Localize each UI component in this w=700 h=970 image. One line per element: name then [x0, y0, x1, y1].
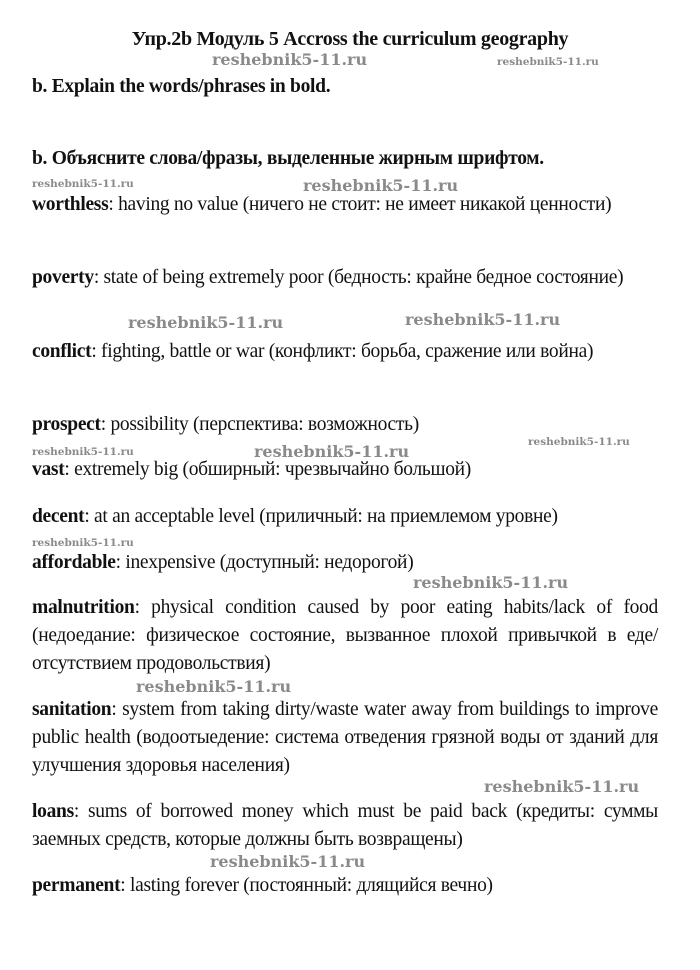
term: loans — [32, 801, 74, 822]
definition: : having no value (ничего не стоит: не имеет никакой ценности) — [108, 194, 612, 215]
watermark: reshebnik5-11.ru — [528, 436, 630, 448]
entry-conflict — [32, 338, 658, 366]
watermark: reshebnik5-11.ru — [254, 442, 410, 461]
definition: : system from taking dirty/waste water away from buildings to improve public health (водоотыедение: система отведения грязной воды от зданий для улучшения здоровья населения) — [32, 699, 658, 776]
definition: : state of being extremely poor (бедность: крайне бедное состояние) — [93, 267, 624, 288]
term: sanitation — [32, 699, 112, 720]
term: affordable — [32, 552, 116, 573]
watermark: reshebnik5-11.ru — [136, 677, 292, 696]
definition: : at an acceptable level (приличный: на приемлемом уровне) — [84, 506, 558, 527]
definition: : extremely big (обширный: чрезвычайно большой) — [64, 459, 471, 480]
term: poverty — [32, 267, 94, 288]
entry-prospect — [32, 411, 658, 439]
watermark: reshebnik5-11.ru — [405, 310, 561, 329]
term: permanent — [32, 875, 121, 896]
entry-worthless — [32, 191, 658, 219]
entry-sanitation — [32, 696, 658, 780]
term: decent — [32, 506, 85, 527]
term: malnutrition — [32, 597, 135, 618]
entry-malnutrition — [32, 594, 658, 678]
entry-poverty — [32, 264, 658, 292]
entry-decent — [32, 503, 658, 531]
watermark: reshebnik5-11.ru — [32, 446, 134, 458]
watermark: reshebnik5-11.ru — [32, 178, 134, 190]
watermark: reshebnik5-11.ru — [497, 56, 599, 68]
term: worthless — [32, 194, 109, 215]
heading-english: b. Explain the words/phrases in bold. — [32, 76, 331, 97]
watermark: reshebnik5-11.ru — [210, 852, 366, 871]
watermark: reshebnik5-11.ru — [212, 50, 368, 69]
heading-russian: b. Объясните слова/фразы, выделенные жирным шрифтом. — [32, 148, 544, 169]
definition: : physical condition caused by poor eating habits/lack of food (недоедание: физическое состояние, вызванное плохой привычкой в еде/отсутствием продовольствия) — [32, 597, 658, 674]
definition: : possibility (перспектива: возможность) — [100, 414, 419, 435]
definition: : inexpensive (доступный: недорогой) — [115, 552, 414, 573]
watermark: reshebnik5-11.ru — [128, 313, 284, 332]
watermark: reshebnik5-11.ru — [32, 537, 134, 549]
term: vast — [32, 459, 65, 480]
definition: : sums of borrowed money which must be paid back (кредиты: суммы заемных средств, которые должны быть возвращены) — [32, 801, 658, 850]
term: prospect — [32, 414, 101, 435]
page-title: Упр.2b Модуль 5 Accross the curriculum geography — [131, 28, 569, 50]
watermark: reshebnik5-11.ru — [484, 777, 640, 796]
definition: : lasting forever (постоянный: длящийся вечно) — [120, 875, 493, 896]
watermark: reshebnik5-11.ru — [303, 176, 459, 195]
entry-permanent — [32, 872, 658, 900]
entry-loans — [32, 798, 658, 854]
term: conflict — [32, 341, 92, 362]
definition: : fighting, battle or war (конфликт: борьба, сражение или война) — [91, 341, 594, 362]
watermark: reshebnik5-11.ru — [413, 573, 569, 592]
